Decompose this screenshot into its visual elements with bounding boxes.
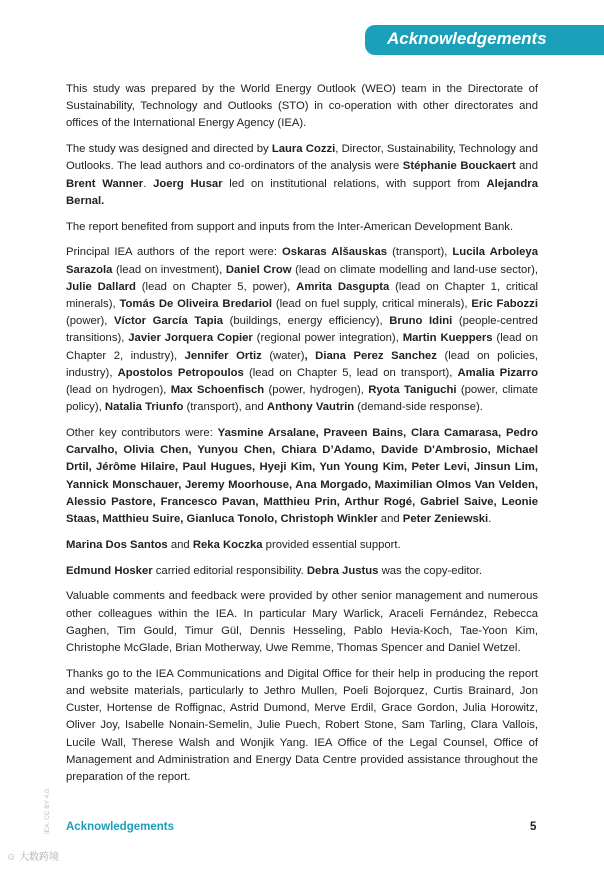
watermark: ☺ 大数跨境 xyxy=(6,852,59,863)
page-number: 5 xyxy=(530,821,537,833)
paragraph-essential-support: Marina Dos Santos and Reka Koczka provided essential support. xyxy=(66,538,401,551)
paragraph-support: The report benefited from support and inputs from the Inter-American Development Bank. xyxy=(66,220,514,233)
body-text xyxy=(66,81,538,795)
paragraph-thanks: Thanks go to the IEA Communications and Digital Office for their help in producing the report and website materials, particularly to Jethro Mullen, Poeli Bojorquez, Curtis Brainard, Jon Custer, Hortense de Roffignac, Astrid Dumond, Merve Erdil, Grace Gordon, Julia Horowitz, Oliver Joy, Isabelle Nonain-Semelin, Julie Puech, Robert Stone, Sam Tarling, Clara Vallois, Lucile Wall, Therese Walsh and Wonjik Yang. IEA Office of the Legal Counsel, Office of Management and Administration and Energy Data Centre provided assistance throughout the preparation of the report. xyxy=(66,667,538,784)
section-tab-title: Acknowledgements xyxy=(387,29,547,48)
paragraph-intro: This study was prepared by the World Energy Outlook (WEO) team in the Directorate of Sustainability, Technology and Outlooks (STO) in co-operation with other directorates and offices of the International Energy Agency (IEA). xyxy=(66,83,538,130)
paragraph-editorial: Edmund Hosker carried editorial responsibility. Debra Justus was the copy-editor. xyxy=(66,564,483,577)
footer-section-title: Acknowledgements xyxy=(66,821,174,833)
section-tab xyxy=(365,25,604,55)
paragraph-direction: The study was designed and directed by Laura Cozzi, Director, Sustainability, Technology and Outlooks. The lead authors and co-ordinators of the analysis were Stéphanie Bouckaert and Brent Wanner. Joerg Husar led on institutional relations, with support from Alejandra Bernal. xyxy=(66,143,538,207)
license-text: IEA. CC BY 4.0. xyxy=(44,787,51,834)
paragraph-feedback: Valuable comments and feedback were provided by other senior management and numerous other colleagues within the IEA. In particular Mary Warlick, Araceli Fernández, Rebecca Gaghen, Tim Gould, Timur Gül, Dennis Hesseling, Pablo Hevia-Koch, Tae-Yoon Kim, Christophe McGlade, Brian Motherway, Uwe Remme, Thomas Spencer and Daniel Wetzel. xyxy=(66,590,538,655)
paragraph-principal-authors: Principal IEA authors of the report were: Oskaras Alšauskas (transport), Lucila Arboleya Sarazola (lead on investment), Daniel Crow (lead on climate modelling and land-use sector), Julie Dallard (lead on Chapter 5, power), Amrita Dasgupta (lead on Chapter 1, critical minerals), Tomás De Oliveira Bredariol (lead on fuel supply, critical minerals), Eric Fabozzi (power), Víctor García Tapia (buildings, energy efficiency), Bruno Idini (people-centred transitions), Javier Jorquera Copier (regional power integration), Martin Kueppers (lead on Chapter 2, industry), Jennifer Ortiz (water), Diana Perez Sanchez (lead on policies, industry), Apostolos Petropoulos (lead on Chapter 5, lead on transport), Amalia Pizarro (lead on hydrogen), Max Schoenfisch (power, hydrogen), Ryota Taniguchi (power, climate policy), Natalia Triunfo (transport), and Anthony Vautrin (demand-side response). xyxy=(66,246,538,414)
paragraph-contributors: Other key contributors were: Yasmine Arsalane, Praveen Bains, Clara Camarasa, Pedro Carvalho, Olivia Chen, Yunyou Chen, Chiara D’Adamo, Davide D'Ambrosio, Michael Drtil, Jérôme Hilaire, Paul Hugues, Hyeji Kim, Yun Young Kim, Peter Levi, Jinsun Lim, Yannick Monschauer, Jeremy Moorhouse, Ana Morgado, Maximilian Olmos Van Velden, Alessio Pastore, Francesco Pavan, Matthieu Prin, Arthur Rogé, Gabriel Saive, Leonie Staas, Matthieu Suire, Gianluca Tonolo, Christoph Winkler and Peter Zeniewski. xyxy=(66,427,538,526)
